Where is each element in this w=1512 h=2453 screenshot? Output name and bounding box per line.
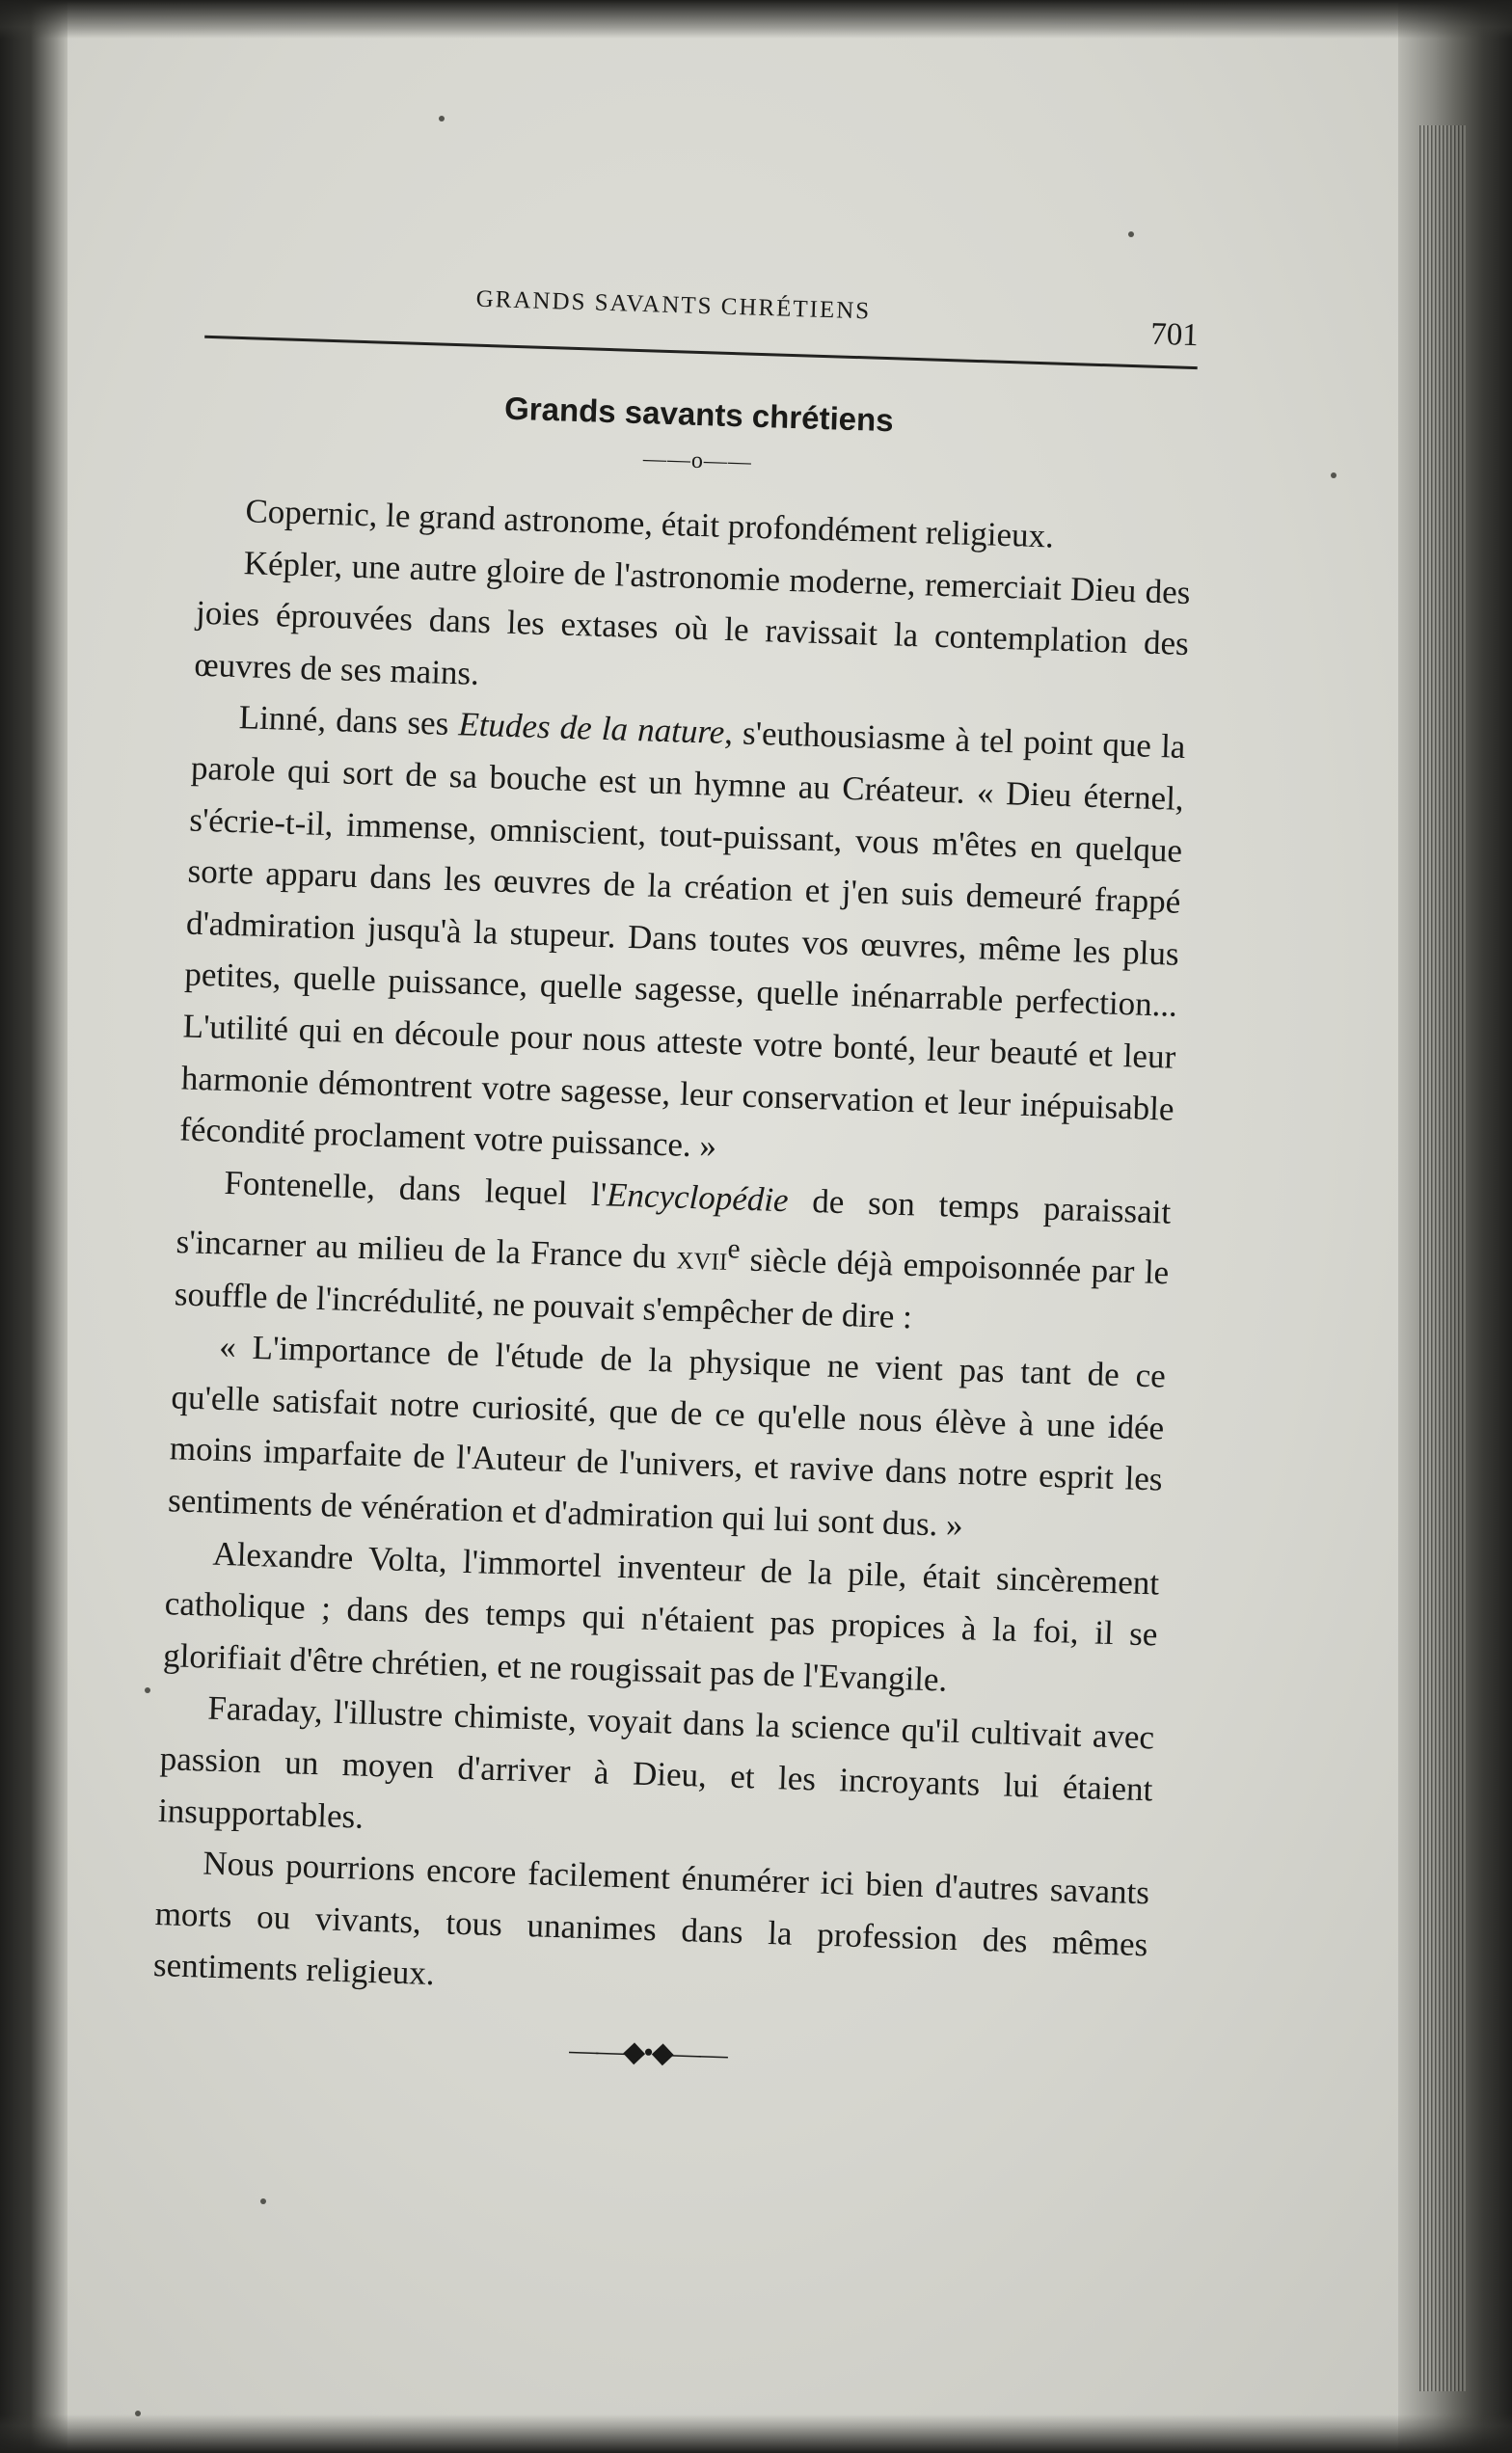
page-number: 701 <box>1149 316 1200 354</box>
scan-border-top <box>0 0 1512 39</box>
paragraph-linne <box>179 690 1187 1186</box>
article-title: Grands savants chrétiens <box>503 390 895 439</box>
paragraph-copernic: Copernic, le grand astronome, était profondément religieux. <box>244 492 1055 555</box>
book-title-italic: Etudes de la nature <box>457 705 725 752</box>
encyclopedie-italic: Encyclopédie <box>606 1175 790 1219</box>
book-page-edges-right <box>1398 0 1512 2453</box>
paper-speck <box>1128 231 1134 237</box>
text-run: , s'euthousiasme à tel point que la parole qui sort de sa bouche est un hymne au Créateur. « Dieu éternel, s'écrie-t-il, immense, omniscient, tout-puissant, vous m'êtes en quelque sorte apparu dans les œuvres de la création et j'en suis demeuré frappé d'admiration jusqu'à la stupeur. Dans toutes vos œuvres, même les plus petites, quelle puissance, quelle sagesse, quelle inénarrable perfection... L'utilité qui en découle pour nous atteste votre bonté, leur beauté et leur harmonie démontrent votre sagesse, leur conservation et leur inépuisable fécondité proclament votre puissance. » <box>178 714 1186 1165</box>
running-title: GRANDS SAVANTS CHRÉTIENS <box>475 285 872 325</box>
paper-speck <box>1331 472 1336 478</box>
century-numeral: xvii <box>675 1238 728 1279</box>
article-body <box>152 484 1193 2022</box>
paragraph-faraday: Faraday, l'illustre chimiste, voyait dans la science qu'il cultivait avec passion un moyen d'arriver à Dieu, et les incroyants lui étaient insupportables. <box>157 1688 1155 1836</box>
paragraph-kepler: Képler, une autre gloire de l'astronomie moderne, remerciait Dieu des joies éprouvées dans les extases où le ravissait la contemplation des œuvres de ses mains. <box>193 543 1191 692</box>
end-ornament: ——◆•◆—— <box>568 2034 727 2071</box>
paper-speck <box>135 2411 141 2416</box>
text-run: Fontenelle, dans lequel l' <box>224 1163 608 1214</box>
paragraph-quote-physique: « L'importance de l'étude de la physique ne vient pas tant de ce qu'elle satisfait notre curiosité, que de ce qu'elle nous élève à une idée moins imparfaite de l'Auteur de l'univers, et ravive dans notre esprit les sentiments de vénération et d'admiration qui lui sont dus. » <box>167 1327 1167 1545</box>
page-content <box>150 274 1200 2085</box>
scan-border-bottom <box>0 2414 1512 2453</box>
paragraph-volta: Alexandre Volta, l'immortel inventeur de la pile, était sincèrement catholique ; dans des temps qui n'étaient pas propices à la foi, il se glorifiait d'être chrétien, et ne rougissait pas de l'Evangile. <box>162 1534 1160 1699</box>
paper-speck <box>260 2198 266 2204</box>
paper-speck <box>145 1687 150 1693</box>
text-run: Linné, dans ses <box>238 698 460 743</box>
text-run: de son temps paraissait s'incarner au milieu de la France du <box>176 1180 1172 1277</box>
paragraph-conclusion: Nous pourrions encore facilement énumérer ici bien d'autres savants morts ou vivants, tous unanimes dans la profession des mêmes sentiments religieux. <box>152 1844 1150 1993</box>
running-header <box>204 274 1200 369</box>
paper-speck <box>439 116 445 121</box>
text-run: siècle déjà empoisonnée par le souffle de l'incrédulité, ne pouvait s'empêcher de dire : <box>174 1240 1170 1335</box>
century-superscript: e <box>727 1233 742 1266</box>
book-gutter-left <box>0 0 68 2453</box>
title-ornament: ——o—— <box>642 446 753 475</box>
paragraph-fontenelle <box>174 1155 1172 1351</box>
